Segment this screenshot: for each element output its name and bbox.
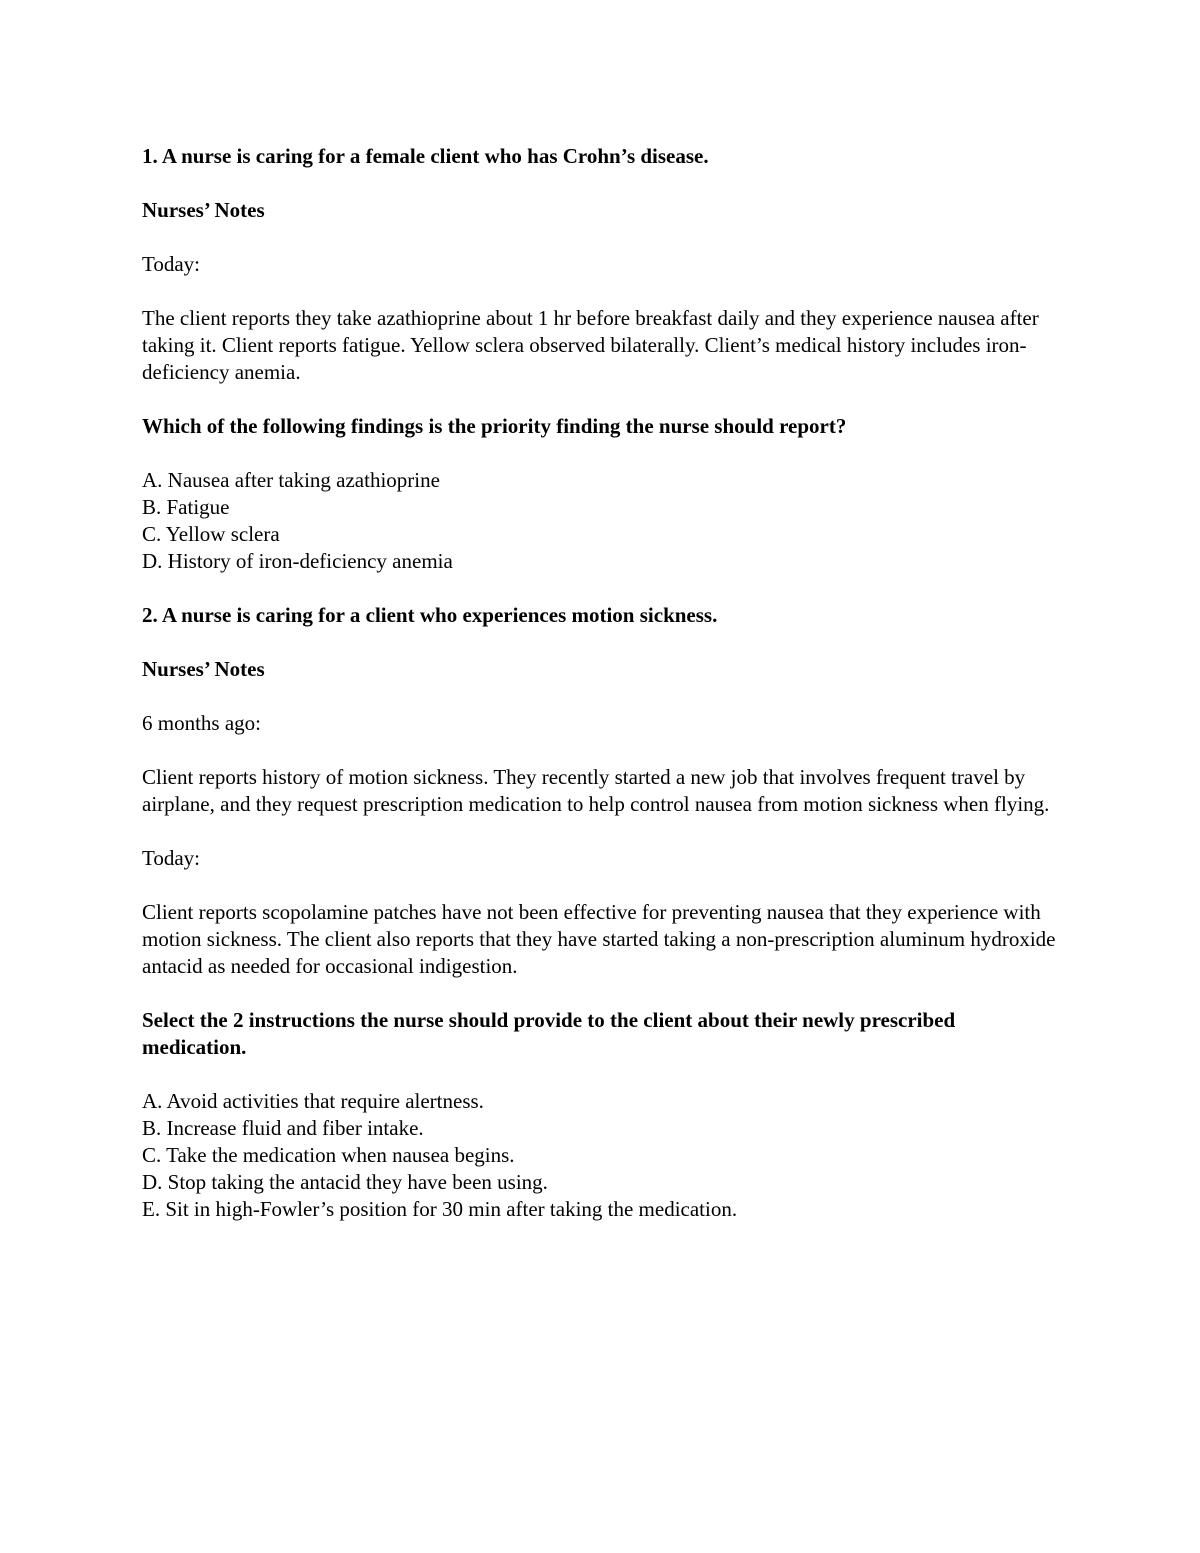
question-2-option-b: B. Increase fluid and fiber intake. — [142, 1116, 424, 1140]
question-1-option-b: B. Fatigue — [142, 495, 230, 519]
question-2-heading: 2. A nurse is caring for a client who experiences motion sickness. — [142, 603, 718, 627]
question-1-prompt: Which of the following findings is the priority finding the nurse should report? — [142, 414, 847, 438]
question-2-today-text: Client reports scopolamine patches have not been effective for preventing nausea that they experience with motion sickness. The client also reports that they have started taking a non-prescription aluminum hydroxide antacid as needed for occasional indigestion. — [142, 900, 1056, 978]
question-2-notes-title: Nurses’ Notes — [142, 657, 265, 681]
question-2-option-e: E. Sit in high-Fowler’s position for 30 min after taking the medication. — [142, 1197, 738, 1221]
question-1 — [142, 143, 1062, 575]
question-2-option-d: D. Stop taking the antacid they have been using. — [142, 1170, 548, 1194]
question-1-heading: 1. A nurse is caring for a female client who has Crohn’s disease. — [142, 144, 709, 168]
question-2-past-text: Client reports history of motion sickness. They recently started a new job that involves frequent travel by airplane, and they request prescription medication to help control nausea from motion sickness when flying. — [142, 765, 1050, 816]
question-2-options — [142, 1088, 1062, 1223]
question-2-option-c: C. Take the medication when nausea begins. — [142, 1143, 515, 1167]
question-1-notes-title: Nurses’ Notes — [142, 198, 265, 222]
question-1-options — [142, 467, 1062, 575]
question-2 — [142, 602, 1062, 1223]
question-2-option-a: A. Avoid activities that require alertness. — [142, 1089, 484, 1113]
question-2-today-label: Today: — [142, 846, 201, 870]
question-1-option-c: C. Yellow sclera — [142, 522, 280, 546]
question-1-today-label: Today: — [142, 252, 201, 276]
question-2-prompt: Select the 2 instructions the nurse should provide to the client about their newly prescribed medication. — [142, 1008, 956, 1059]
document-body — [142, 143, 1062, 1250]
question-1-option-a: A. Nausea after taking azathioprine — [142, 468, 440, 492]
question-2-past-label: 6 months ago: — [142, 711, 261, 735]
question-1-today-text: The client reports they take azathioprine about 1 hr before breakfast daily and they experience nausea after taking it. Client reports fatigue. Yellow sclera observed bilaterally. Client’s medical history includes iron-deficiency anemia. — [142, 306, 1039, 384]
question-1-option-d: D. History of iron-deficiency anemia — [142, 549, 453, 573]
